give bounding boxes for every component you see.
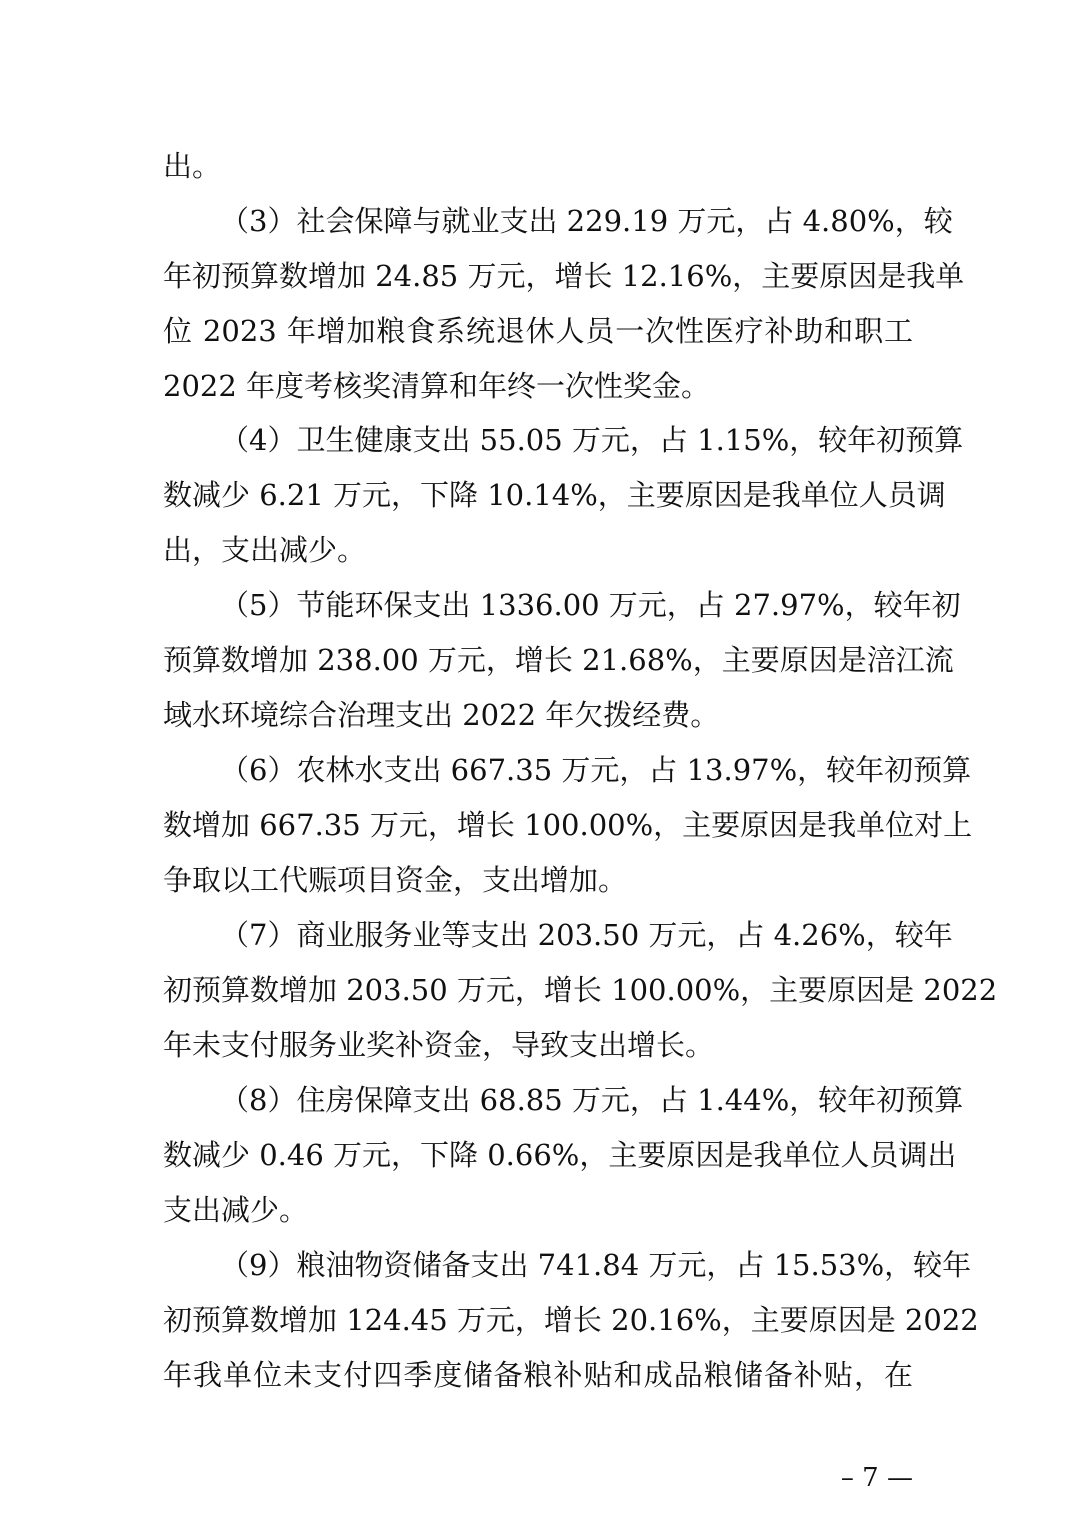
text-line: 年未支付服务业奖补资金，导致支出增长。 <box>163 1028 715 1062</box>
page-number: – 7 — <box>840 1463 913 1493</box>
text-line: 出，支出减少。 <box>163 533 367 567</box>
text-line: （5）节能环保支出 1336.00 万元，占 27.97%，较年初 <box>220 588 961 622</box>
text-line: 位 2023 年增加粮食系统退休人员一次性医疗补助和职工 <box>163 314 913 348</box>
text-line: 预算数增加 238.00 万元，增长 21.68%，主要原因是涪江流 <box>163 643 954 677</box>
text-line: 年初预算数增加 24.85 万元，增长 12.16%，主要原因是我单 <box>163 259 965 293</box>
text-line: 数减少 0.46 万元，下降 0.66%，主要原因是我单位人员调出 <box>163 1138 957 1172</box>
text-line: 2022 年度考核奖清算和年终一次性奖金。 <box>163 369 711 403</box>
text-line: 年我单位未支付四季度储备粮补贴和成品粮储备补贴，在 <box>163 1358 913 1392</box>
text-line: 支出减少。 <box>163 1193 309 1227</box>
text-line: 出。 <box>163 149 222 183</box>
text-line: （6）农林水支出 667.35 万元，占 13.97%，较年初预算 <box>220 753 972 787</box>
text-line: 初预算数增加 203.50 万元，增长 100.00%，主要原因是 2022 <box>163 973 998 1007</box>
text-line: （9）粮油物资储备支出 741.84 万元，占 15.53%，较年 <box>220 1248 972 1282</box>
text-line: （3）社会保障与就业支出 229.19 万元，占 4.80%，较 <box>220 204 953 238</box>
text-line: （4）卫生健康支出 55.05 万元，占 1.15%，较年初预算 <box>220 423 964 457</box>
text-line: （8）住房保障支出 68.85 万元，占 1.44%，较年初预算 <box>220 1083 964 1117</box>
text-line: 初预算数增加 124.45 万元，增长 20.16%，主要原因是 2022 <box>163 1303 979 1337</box>
text-line: 争取以工代赈项目资金，支出增加。 <box>163 863 628 897</box>
text-line: 域水环境综合治理支出 2022 年欠拨经费。 <box>163 698 720 732</box>
text-line: 数增加 667.35 万元，增长 100.00%，主要原因是我单位对上 <box>163 808 973 842</box>
text-line: （7）商业服务业等支出 203.50 万元，占 4.26%，较年 <box>220 918 953 952</box>
text-line: 数减少 6.21 万元，下降 10.14%，主要原因是我单位人员调 <box>163 478 946 512</box>
